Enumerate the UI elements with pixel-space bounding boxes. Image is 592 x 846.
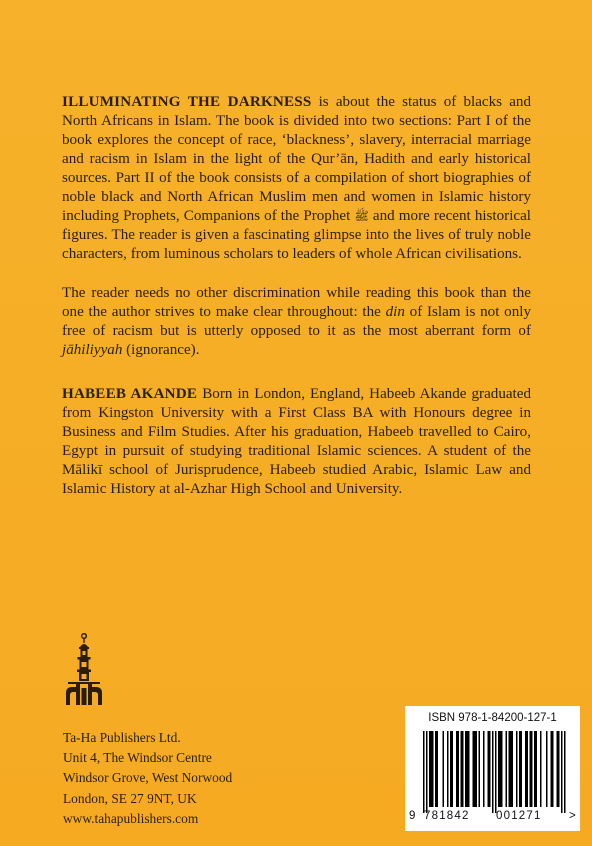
barcode-bar bbox=[443, 731, 445, 807]
barcode-bar bbox=[557, 731, 559, 807]
barcode-bar bbox=[432, 731, 434, 807]
barcode-bar bbox=[525, 731, 527, 807]
barcode-bar bbox=[500, 731, 502, 807]
barcode-bar bbox=[534, 731, 536, 807]
author-bio bbox=[62, 385, 531, 499]
barcode-bar bbox=[465, 731, 467, 807]
blurb bbox=[62, 93, 531, 517]
book-title: ILLUMINATING THE DARKNESS bbox=[62, 94, 312, 110]
barcode-bar bbox=[426, 731, 428, 813]
barcode-bar bbox=[479, 731, 481, 807]
blurb-paragraph-2 bbox=[62, 284, 531, 360]
barcode-digits-left: 781842 bbox=[424, 810, 470, 822]
barcode-bar bbox=[530, 731, 532, 807]
blurb-text: (ignorance). bbox=[122, 342, 200, 358]
barcode-bar bbox=[447, 731, 449, 807]
barcode-end-mark: > bbox=[569, 810, 576, 822]
bio-text: Born in London, England, Habeeb Akande graduated from Kingston University with a First Class BA with Honours degree in Business and Film Studies. After his graduation, Habeeb travelled to Cairo, Egypt in pursuit of studying traditional Islamic sciences. A student of the Mālikī school of Jurisprudence, Habeeb studied Arabic, Islamic Law and Islamic History at al-Azhar High School and University. bbox=[62, 386, 531, 497]
barcode-bar bbox=[492, 731, 494, 813]
barcode-bar bbox=[527, 731, 529, 807]
barcode-digit-first: 9 bbox=[409, 810, 416, 822]
barcode-bar bbox=[540, 731, 542, 807]
barcode-bar bbox=[510, 731, 512, 807]
address-line: Windsor Grove, West Norwood bbox=[63, 770, 233, 786]
barcode-bar bbox=[452, 731, 454, 807]
barcode-bar bbox=[516, 731, 518, 807]
barcode-bar bbox=[564, 731, 566, 813]
barcode-bar bbox=[467, 731, 469, 807]
blurb-text: and more recent historical figures. The reader is given a fascinating glimpse into the lives of truly noble characters, from luminous scholars to leaders of whole African civilisations. bbox=[62, 208, 531, 262]
publisher-website: www.tahapublishers.com bbox=[63, 810, 199, 826]
barcode-bar bbox=[473, 731, 475, 807]
blurb-text: is about the status of blacks and North Africans in Islam. The book is divided into two sections: Part I of the book explores the concept of race, ‘blackness’, slavery, interracial marriage and racism in Islam in the light of the Qur’ān, Hadith and early historical sources. Part II of the book consists of a compilation of short biographies of noble black and North African Muslim men and women in Islamic history including Prophets, Companions of the Prophet bbox=[62, 94, 531, 224]
italic-term: din bbox=[385, 304, 405, 320]
barcode-bar bbox=[458, 731, 460, 807]
barcode-bar bbox=[495, 731, 497, 813]
barcode-bar bbox=[462, 731, 464, 807]
author-name: HABEEB AKANDE bbox=[62, 386, 198, 402]
address-line: London, SE 27 9NT, UK bbox=[63, 790, 197, 806]
blurb-text: of Islam is not only free of racism but is utterly opposed to it as the most aberrant form of bbox=[62, 304, 531, 339]
barcode-bar bbox=[476, 731, 478, 807]
publisher-address bbox=[63, 728, 232, 829]
isbn-label: ISBN 978-1-84200-127-1 bbox=[428, 712, 557, 724]
barcode-bar bbox=[461, 731, 463, 807]
barcode-bar bbox=[509, 731, 511, 807]
barcode-bar bbox=[498, 731, 500, 807]
barcode-bar bbox=[506, 731, 508, 807]
blurb-paragraph-1 bbox=[62, 93, 531, 264]
barcode-bar bbox=[521, 731, 523, 807]
honorific-glyph: ﷺ bbox=[354, 209, 369, 223]
barcode-bar bbox=[423, 731, 425, 813]
barcode-bar bbox=[531, 731, 533, 807]
barcode-bar bbox=[512, 731, 514, 807]
barcode-bar bbox=[536, 731, 538, 807]
barcode-bar bbox=[552, 731, 554, 807]
barcode-bars bbox=[411, 731, 574, 813]
barcode-bar bbox=[456, 731, 458, 807]
barcode-bar bbox=[468, 731, 470, 807]
barcode-bar bbox=[551, 731, 553, 807]
barcode-digits-right: 001271 bbox=[496, 810, 542, 822]
barcode-bar bbox=[546, 731, 548, 807]
barcode-bar bbox=[483, 731, 485, 807]
barcode-bar bbox=[501, 731, 503, 807]
address-line: Unit 4, The Windsor Centre bbox=[63, 750, 212, 766]
barcode-bar bbox=[437, 731, 439, 807]
blurb-text: The reader needs no other discrimination while reading this book than the one the author strives to make clear throughout: the bbox=[62, 285, 531, 320]
barcode-bar bbox=[489, 731, 491, 807]
publisher-name: Ta-Ha Publishers Ltd. bbox=[63, 730, 181, 745]
minaret-logo-icon bbox=[62, 633, 106, 705]
barcode-bar bbox=[431, 731, 433, 807]
barcode-bar bbox=[435, 731, 437, 807]
barcode-bar bbox=[558, 731, 560, 807]
barcode-bar bbox=[429, 731, 431, 807]
barcode-bar bbox=[488, 731, 490, 807]
italic-term: jāhiliyyah bbox=[62, 342, 123, 358]
barcode-bar bbox=[561, 731, 563, 813]
isbn-barcode bbox=[405, 706, 580, 831]
barcode-bar bbox=[450, 731, 452, 807]
barcode-bar bbox=[519, 731, 521, 807]
barcode-bar bbox=[474, 731, 476, 807]
